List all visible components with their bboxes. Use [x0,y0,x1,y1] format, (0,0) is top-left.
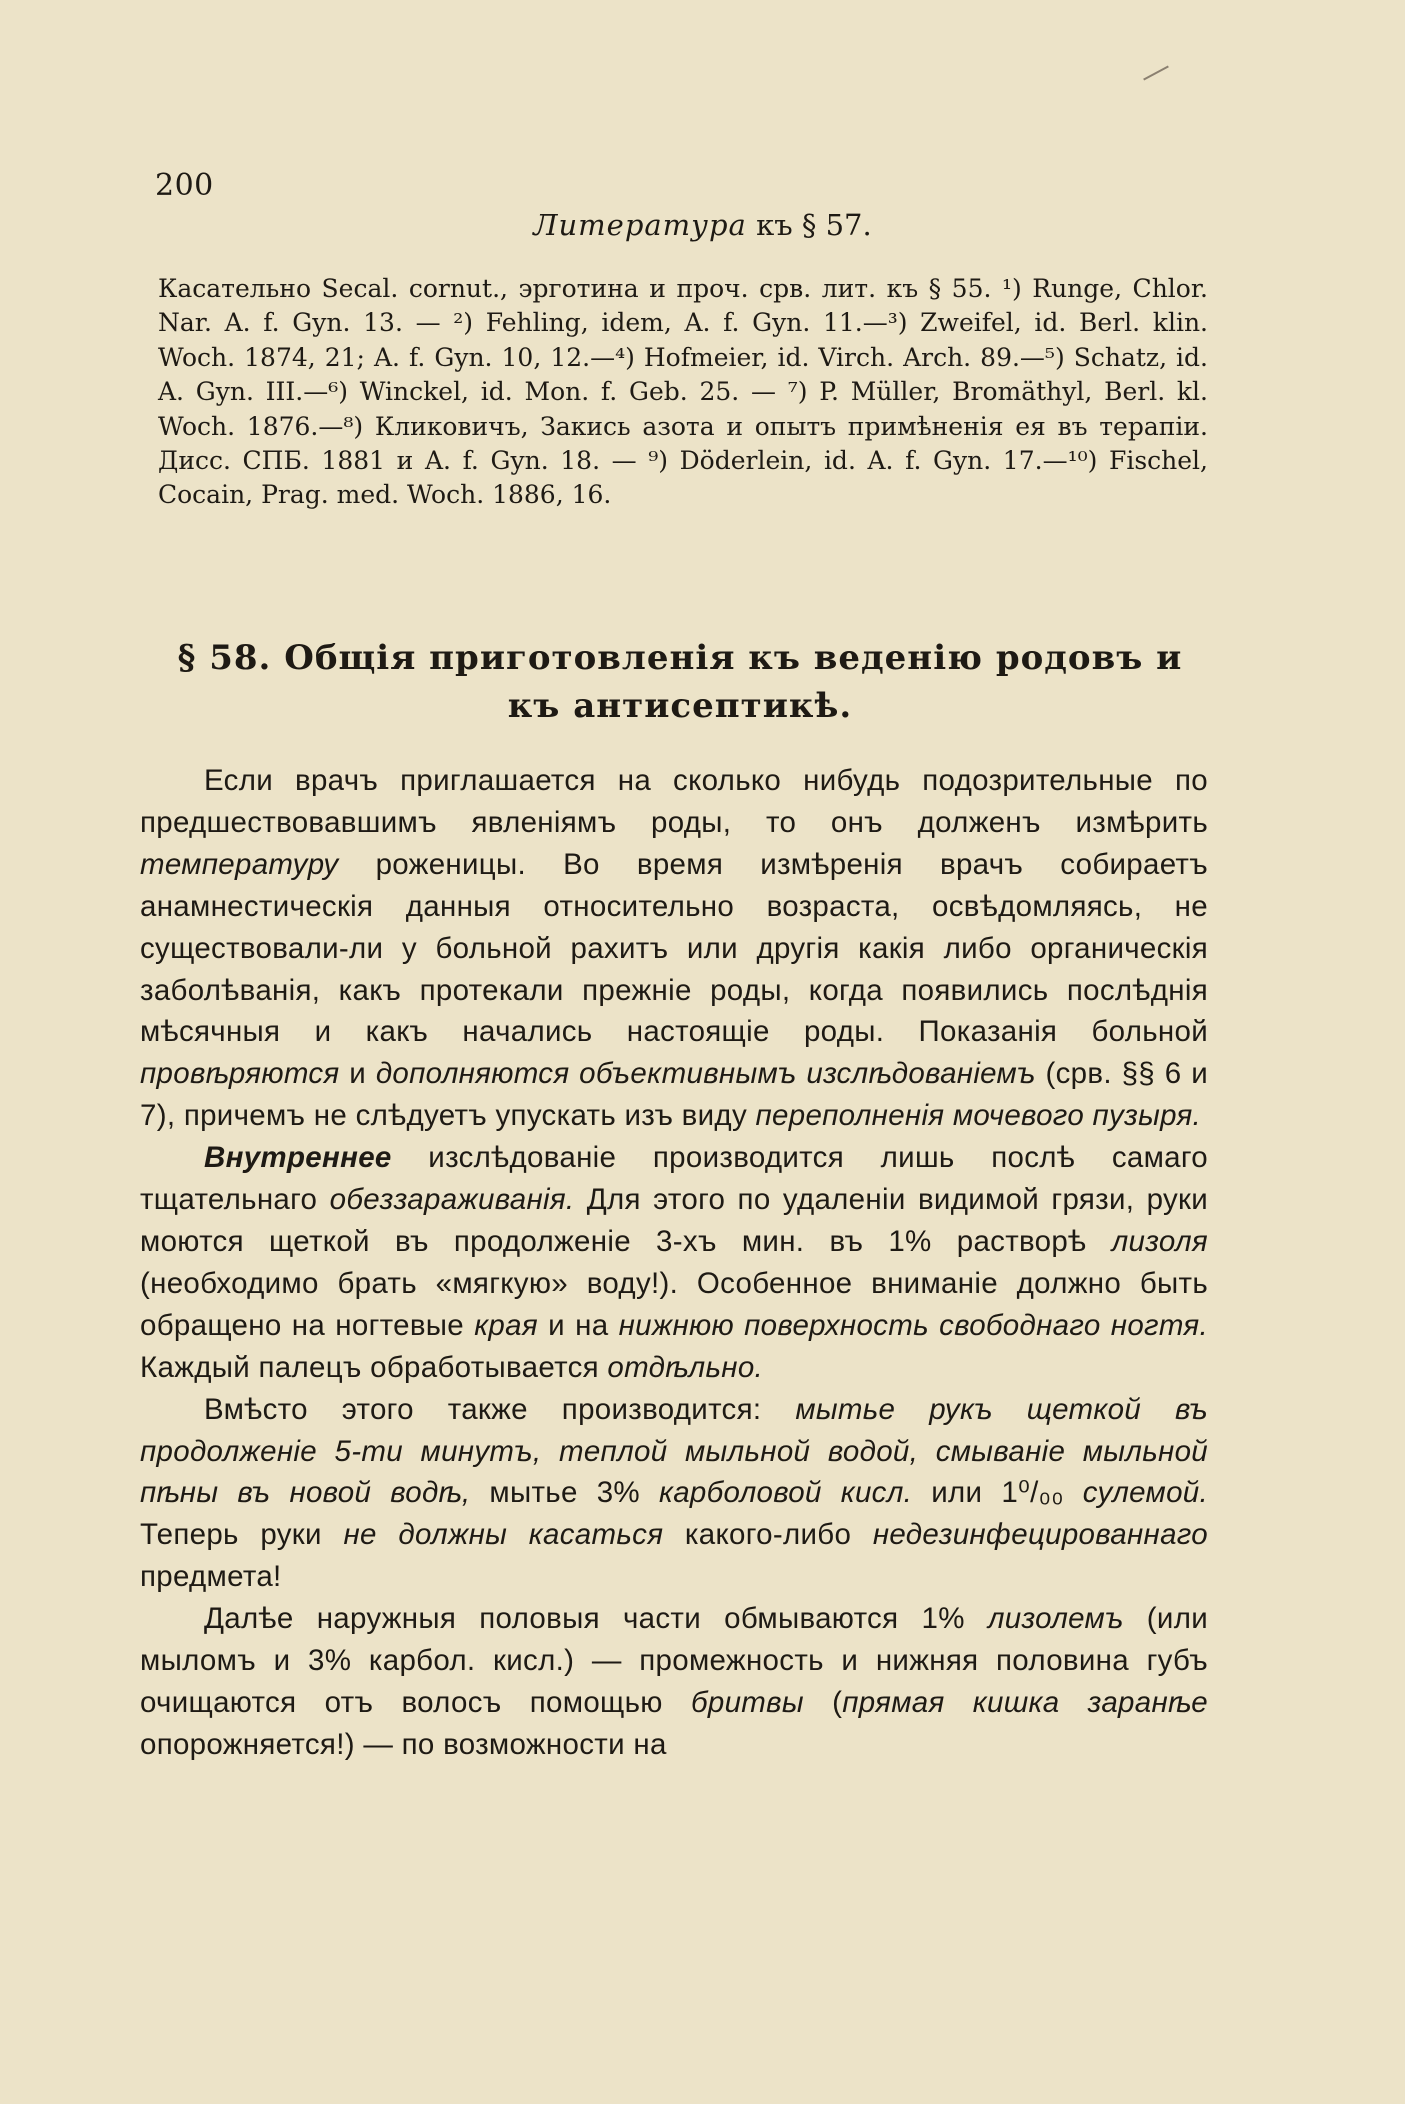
text-run: Если врачъ приглашается на сколько нибудь подозрительные по предшествовавшимъ явленіямъ роды, то онъ долженъ измѣрить [140,764,1208,839]
text-run: и [339,1057,376,1091]
paragraph-4 [140,1598,1208,1766]
text-run: предмета! [140,1560,282,1594]
emphasis: отдѣльно. [607,1350,764,1384]
emphasis: недезинфецированнаго [872,1518,1208,1552]
text-run: Для этого по удаленіи видимой грязи, руки моются щеткой въ продолженіе 3-хъ мин. въ 1% растворѣ [140,1183,1208,1258]
text-run: Вмѣсто этого также производится: [204,1392,796,1426]
emphasis: мытье рукъ щеткой въ продолженіе 5-ти минутъ, теплой мыльной водой, смываніе мыльной пѣны въ новой водѣ, [140,1392,1208,1510]
section-title-line-2: къ антисептикѣ. [507,686,853,726]
text-run: ( [803,1685,843,1719]
emphasis-strong: Внутреннее [204,1141,392,1175]
emphasis: провѣряются [140,1057,340,1091]
emphasis: карболовой кисл. [658,1476,913,1510]
text-run: изслѣдованіе производится лишь послѣ самаго тщательнаго [140,1141,1208,1217]
text-run: Каждый палецъ обработывается [140,1350,608,1384]
literature-heading-word: Литература [533,208,747,242]
emphasis: сулемой. [1082,1476,1208,1510]
paragraph-3 [140,1389,1208,1599]
literature-heading [0,208,1405,242]
emphasis: прямая кишка заранѣе [842,1685,1208,1719]
text-run: или 1⁰/₀₀ [912,1476,1083,1510]
text-run: роженицы. Во время измѣренія врачъ собираетъ анамнестическія данныя относительно возраста, освѣдомляясь, не существовали-ли у больной рахитъ или другія какія либо органическія заболѣванія, какъ протекали прежніе роды, когда появились послѣднія мѣсячныя и какъ начались настоящіе роды. Показанія больной [140,847,1208,1049]
text-run: какого-либо [663,1518,873,1552]
text-run: Теперь руки [140,1518,344,1552]
paragraph-1 [140,760,1208,1137]
emphasis: температуру [140,847,339,881]
section-title [150,634,1210,730]
emphasis: дополняются объективнымъ изслѣдованіемъ [375,1057,1036,1091]
emphasis: нижнюю поверхность свободнаго ногтя. [618,1308,1208,1342]
text-run: (необходимо брать «мягкую» воду!). Особенное вниманіе должно быть обращено на ногтевые [140,1266,1208,1342]
emphasis: бритвы [690,1685,804,1719]
ink-mark [1143,66,1169,81]
text-run: (срв. §§ 6 и 7), причемъ не слѣдуетъ упускать изъ виду [140,1057,1209,1133]
text-run: Далѣе наружныя половыя части обмываются 1% [204,1602,988,1636]
text-run: опорожняется!) — по возможности на [140,1727,667,1761]
text-run: (или мыломъ и 3% карбол. кисл.) — промежность и нижняя половина губъ очищаются отъ волосъ помощью [140,1602,1208,1719]
emphasis: края [474,1308,538,1342]
section-title-line-1: § 58. Общія приготовленія къ веденію родовъ и [177,638,1183,678]
literature-references: Касательно Secal. cornut., эрготина и проч. срв. лит. къ § 55. ¹) Runge, Chlor. Nar. A. f. Gyn. 13. — ²) Fehling, idem, A. f. Gyn. 11.—³) Zweifel, id. Berl. klin. Woch. 1874, 21; A. f. Gyn. 10, 12.—⁴) Hofmeier, id. Virch. Arch. 89.—⁵) Schatz, id. A. Gyn. III.—⁶) Winckel, id. Mon. f. Geb. 25. — ⁷) P. Müller, Bromäthyl, Berl. kl. Woch. 1876.—⁸) Кликовичъ, Закись азота и опытъ примѣненія ея въ терапіи. Дисс. СПБ. 1881 и A. f. Gyn. 18. — ⁹) Döderlein, id. A. f. Gyn. 17.—¹⁰) Fischel, Cocain, Prag. med. Woch. 1886, 16. [158,274,1208,510]
emphasis: лизолемъ [987,1602,1124,1636]
paragraph-2 [140,1137,1208,1388]
emphasis: обеззараживанія. [329,1183,575,1217]
emphasis: переполненія мочевого пузыря. [755,1099,1202,1133]
emphasis: не должны касаться [343,1518,664,1552]
emphasis: лизоля [1111,1224,1208,1258]
literature-heading-ref: къ § 57. [756,208,872,242]
body-text [140,760,1208,1766]
page-number: 200 [155,168,214,203]
text-run: и на [537,1308,619,1342]
text-run: мытье 3% [470,1476,659,1510]
